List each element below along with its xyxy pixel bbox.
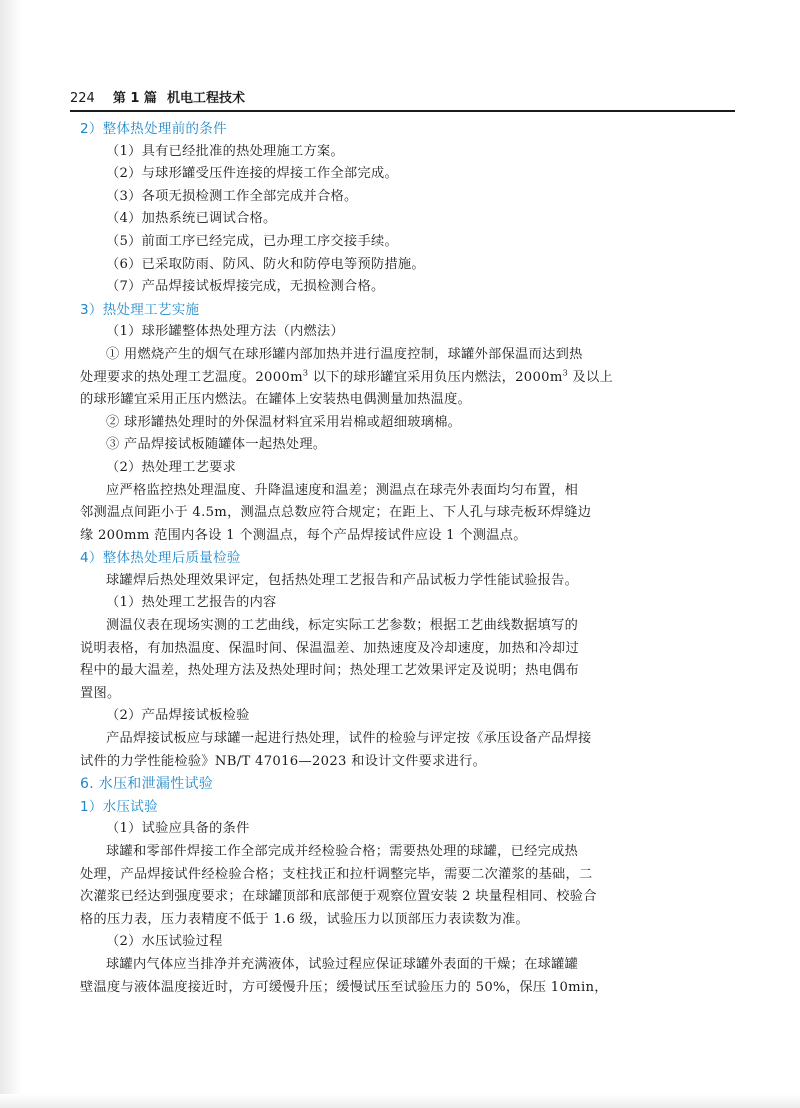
subheading: （1）热处理工艺报告的内容 (106, 595, 277, 611)
paragraph-line: 说明表格，有加热温度、保温时间、保温温差、加热速度及冷却速度，加热和冷却过 (80, 640, 580, 656)
heading-pre-heat-conditions: 2）整体热处理前的条件 (80, 121, 227, 137)
paragraph-line: 邻测温点间距小于 4.5m，测温点总数应符合规定；在距上、下人孔与球壳板环焊缝边 (80, 505, 592, 521)
header-rule (70, 110, 735, 112)
heading-heat-treatment-process: 3）热处理工艺实施 (80, 301, 200, 318)
list-item: （7）产品焊接试板焊接完成，无损检测合格。 (106, 279, 385, 295)
part-label: 第 1 篇 (112, 91, 157, 106)
list-item: （3）各项无损检测工作全部完成并合格。 (106, 188, 358, 204)
scan-edge-shadow (0, 0, 22, 1108)
list-item: （1）具有已经批准的热处理施工方案。 (106, 143, 344, 159)
paragraph-line: 球罐内气体应当排净并充满液体，试验过程应保证球罐外表面的干燥；在球罐罐 (106, 956, 579, 972)
heading-post-heat-inspection: 4）整体热处理后质量检验 (80, 550, 241, 567)
running-header (70, 86, 735, 106)
list-item: （5）前面工序已经完成，已办理工序交接手续。 (106, 233, 398, 249)
paragraph-line (80, 367, 735, 390)
page-number: 224 (70, 91, 95, 106)
superscript: 3 (562, 368, 569, 378)
paragraph-line: 次灌浆已经达到强度要求；在球罐顶部和底部便于观察位置安装 2 块量程相同、校验合 (80, 889, 597, 905)
paragraph-line: 球罐焊后热处理效果评定，包括热处理工艺报告和产品试板力学性能试验报告。 (106, 572, 579, 588)
text-run: 处理要求的热处理工艺温度。2000m (80, 369, 303, 385)
superscript: 3 (302, 368, 309, 378)
subheading: （1）球形罐整体热处理方法（内燃法） (106, 324, 344, 340)
paragraph-line: ① 用燃烧产生的烟气在球形罐内部加热并进行温度控制，球罐外部保温而达到热 (106, 346, 583, 362)
body-text (80, 118, 735, 999)
subheading: （2）产品焊接试板检验 (106, 708, 250, 724)
paragraph-line: 测温仪表在现场实测的工艺曲线，标定实际工艺参数；根据工艺曲线数据填写的 (106, 618, 579, 634)
paragraph-line: ② 球形罐热处理时的外保温材料宜采用岩棉或超细玻璃棉。 (106, 414, 462, 430)
paragraph-line: 处理，产品焊接试件经检验合格；支柱找正和拉杆调整完毕，需要二次灌浆的基础，二 (80, 866, 593, 882)
paragraph-line: 缘 200mm 范围内各设 1 个测温点，每个产品焊接试件应设 1 个测温点。 (80, 527, 527, 543)
paragraph-line: 应严格监控热处理温度、升降温速度和温差；测温点在球壳外表面均匀布置，相 (106, 482, 579, 498)
paragraph-line: 格的压力表，压力表精度不低于 1.6 级，试验压力以顶部压力表读数为准。 (80, 911, 529, 927)
heading-hydro-leak-test: 6. 水压和泄漏性试验 (80, 776, 214, 793)
paragraph-line: 程中的最大温差，热处理方法及热处理时间；热处理工艺效果评定及说明；热电偶布 (80, 663, 580, 679)
list-item: （2）与球形罐受压件连接的焊接工作全部完成。 (106, 166, 398, 182)
paragraph-line: ③ 产品焊接试板随罐体一起热处理。 (106, 437, 327, 453)
paragraph-line: 置图。 (80, 685, 121, 701)
part-title: 机电工程技术 (166, 91, 245, 106)
text-run: 以下的球形罐宜采用负压内燃法，2000m (308, 369, 563, 385)
paragraph-line: 试件的力学性能检验》NB/T 47016—2023 和设计文件要求进行。 (80, 753, 487, 769)
paragraph-line: 壁温度与液体温度接近时，方可缓慢升压；缓慢试压至试验压力的 50%，保压 10min， (80, 979, 608, 995)
scan-bottom-shadow (0, 1094, 800, 1108)
subheading: （2）热处理工艺要求 (106, 459, 237, 475)
list-item: （4）加热系统已调试合格。 (106, 211, 277, 227)
text-run: 及以上 (568, 369, 614, 385)
heading-hydro-test: 1）水压试验 (80, 798, 158, 815)
paragraph-line: 的球形罐宜采用正压内燃法。在罐体上安装热电偶测量加热温度。 (80, 392, 472, 408)
list-item: （6）已采取防雨、防风、防火和防停电等预防措施。 (106, 256, 425, 272)
paragraph-line: 产品焊接试板应与球罐一起进行热处理，试件的检验与评定按《承压设备产品焊接 (106, 731, 592, 747)
subheading: （2）水压试验过程 (106, 934, 223, 950)
subheading: （1）试验应具备的条件 (106, 821, 250, 837)
paragraph-line: 球罐和零部件焊接工作全部完成并经检验合格；需要热处理的球罐，已经完成热 (106, 844, 579, 859)
